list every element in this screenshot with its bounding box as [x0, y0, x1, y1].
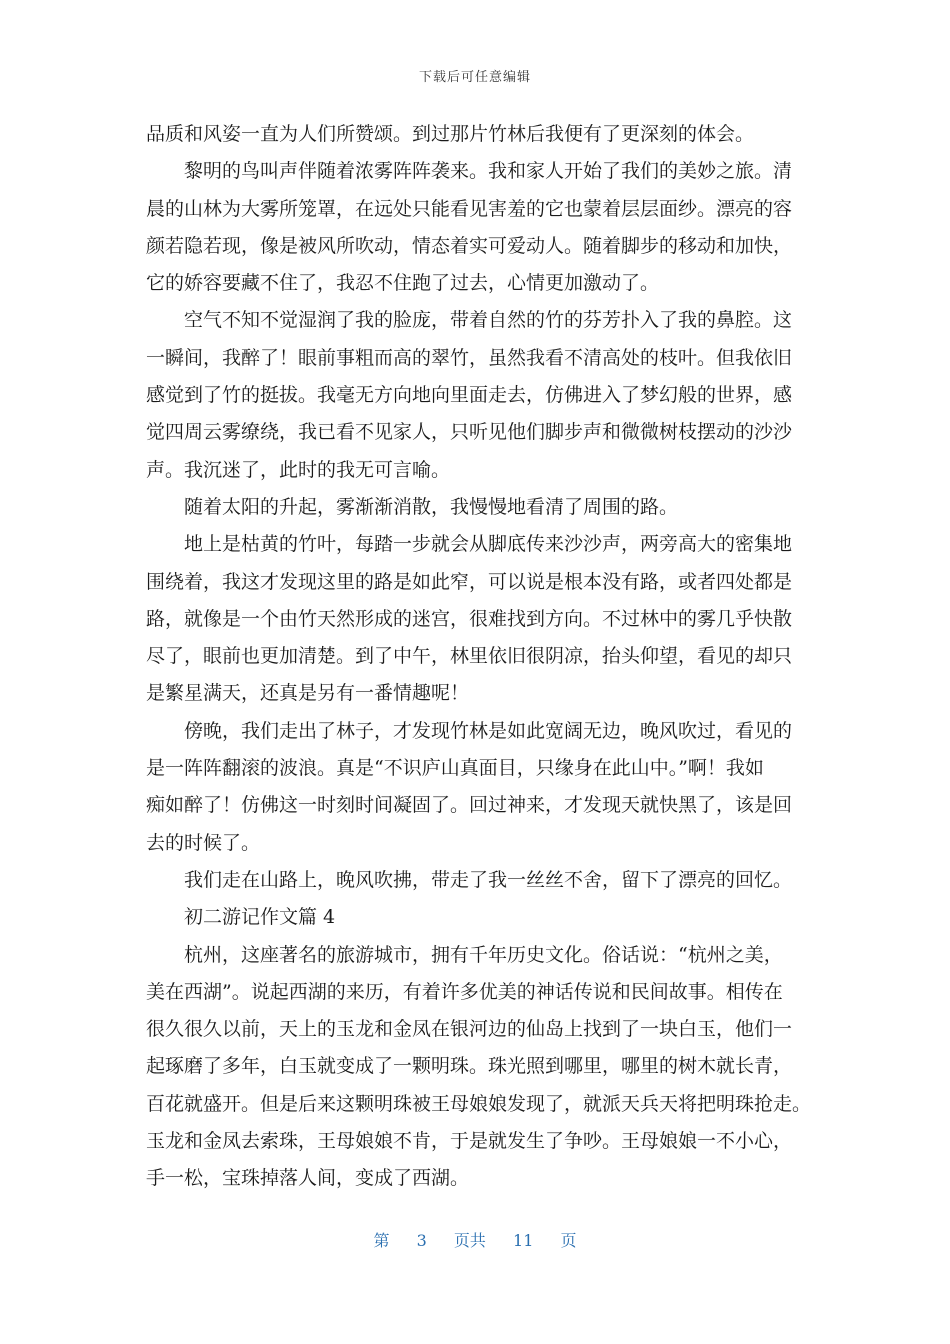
text-line-29: 手一松，宝珠掉落人间，变成了西湖。 — [146, 1167, 470, 1190]
document-body — [146, 116, 816, 1198]
text-line-11: 随着太阳的升起，雾渐渐消散，我慢慢地看清了周围的路。 — [184, 495, 679, 518]
text-line-26: 起琢磨了多年，白玉就变成了一颗明珠。珠光照到哪里，哪里的树木就长青， — [146, 1055, 793, 1078]
text-line-16: 是繁星满天，还真是另有一番情趣呢！ — [146, 682, 470, 705]
text-line-20: 去的时候了。 — [146, 831, 261, 854]
total-pages: 11 — [513, 1231, 534, 1250]
text-line-17: 傍晚，我们走出了林子，才发现竹林是如此宽阔无边，晚风吹过，看见的 — [184, 719, 793, 742]
text-line-2: 黎明的鸟叫声伴随着浓雾阵阵袭来。我和家人开始了我们的美妙之旅。清 — [184, 160, 793, 183]
text-line-24: 美在西湖”。说起西湖的来历，有着许多优美的神话传说和民间故事。相传在 — [146, 980, 783, 1003]
text-line-23: 杭州，这座著名的旅游城市，拥有千年历史文化。俗话说：“杭州之美， — [184, 943, 783, 966]
text-line-28: 玉龙和金凤去索珠，王母娘娘不肯，于是就发生了争吵。王母娘娘一不小心， — [146, 1130, 793, 1153]
text-line-25: 很久很久以前，天上的玉龙和金凤在银河边的仙岛上找到了一块白玉，他们一 — [146, 1018, 793, 1041]
text-line-21: 我们走在山路上，晚风吹拂，带走了我一丝丝不舍，留下了漂亮的回忆。 — [184, 868, 793, 891]
text-line-12: 地上是枯黄的竹叶，每踏一步就会从脚底传来沙沙声，两旁高大的密集地 — [184, 533, 793, 556]
text-line-7: 一瞬间，我醉了！眼前事粗而高的翠竹，虽然我看不清高处的枝叶。但我依旧 — [146, 346, 793, 369]
text-line-8: 感觉到了竹的挺拔。我毫无方向地向里面走去，仿佛进入了梦幻般的世界，感 — [146, 384, 793, 407]
text-line-6: 空气不知不觉湿润了我的脸庞，带着自然的竹的芬芳扑入了我的鼻腔。这 — [184, 309, 793, 332]
text-line-14: 路，就像是一个由竹天然形成的迷宫，很难找到方向。不过林中的雾几乎快散 — [146, 607, 793, 630]
text-line-13: 围绕着，我这才发现这里的路是如此窄，可以说是根本没有路，或者四处都是 — [146, 570, 793, 593]
current-page-number: 3 — [416, 1231, 427, 1250]
text-line-27: 百花就盛开。但是后来这颗明珠被王母娘娘发现了，就派天兵天将把明珠抢走。 — [146, 1092, 812, 1115]
text-line-18: 是一阵阵翻滚的波浪。真是“不识庐山真面目，只缘身在此山中。”啊！我如 — [146, 757, 764, 780]
text-line-5: 它的娇容要藏不住了，我忍不住跑了过去，心情更加激动了。 — [146, 272, 660, 295]
text-line-1: 品质和风姿一直为人们所赞颂。到过那片竹林后我便有了更深刻的体会。 — [146, 123, 755, 145]
page-footer — [0, 1228, 950, 1251]
footer-prefix: 第 — [373, 1231, 390, 1250]
section-heading: 初二游记作文篇 4 — [184, 906, 336, 929]
footer-middle: 页共 — [453, 1231, 486, 1250]
text-line-4: 颜若隐若现，像是被风所吹动，情态着实可爱动人。随着脚步的移动和加快， — [146, 234, 793, 257]
footer-suffix: 页 — [560, 1231, 577, 1250]
page-header: 下载后可任意编辑 — [418, 70, 531, 85]
text-line-10: 声。我沉迷了，此时的我无可言喻。 — [146, 458, 451, 481]
text-line-3: 晨的山林为大雾所笼罩，在远处只能看见害羞的它也蒙着层层面纱。漂亮的容 — [146, 197, 793, 220]
text-line-9: 觉四周云雾缭绕，我已看不见家人，只听见他们脚步声和微微树枝摆动的沙沙 — [146, 421, 793, 444]
text-line-19: 痴如醉了！仿佛这一时刻时间凝固了。回过神来，才发现天就快黑了，该是回 — [146, 794, 793, 817]
text-line-15: 尽了，眼前也更加清楚。到了中午，林里依旧很阴凉，抬头仰望，看见的却只 — [146, 645, 793, 668]
